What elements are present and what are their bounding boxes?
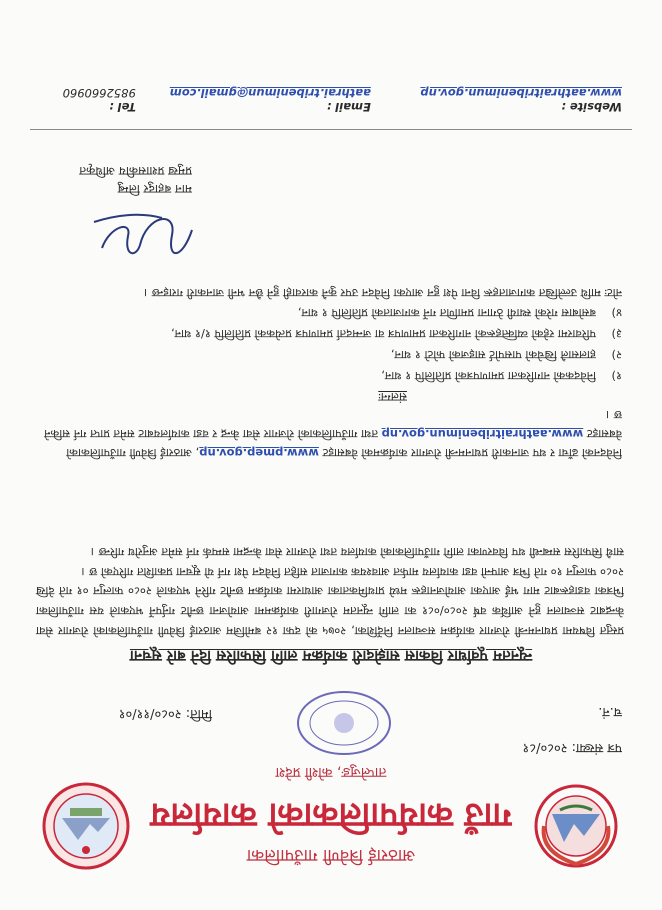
footer-website-link[interactable]: www.aathraitribenimun.gov.np <box>420 86 622 100</box>
item-text: बसोबास गरेको स्थायी ठेगाना प्रमाणित गर्ने कागजातको प्रतिलिपि १ थान, <box>297 306 596 320</box>
nepal-emblem-icon <box>530 780 622 872</box>
municipality-logo-icon <box>40 780 132 872</box>
footer <box>38 86 622 114</box>
letter-number-value: २०८०/८१ <box>522 740 568 755</box>
office-subtitle: आठराई त्रिवेणी गाउँपालिका <box>246 845 416 865</box>
list-item <box>38 323 622 344</box>
letter-number-label: पत्र संख्या: <box>571 740 622 755</box>
item-number: ४) <box>611 306 622 320</box>
website-prefix: निवेदनको ढाँचा र थप जानकारी प्रधानमन्त्री रोजगार कार्यक्रमको वेबसाइट <box>322 446 622 460</box>
footer-email <box>136 86 371 114</box>
municipality-website-link[interactable]: www.aathraitribenimun.gov.np <box>381 427 584 441</box>
office-address: ताप्लेजुङ, कोशी प्रदेश <box>275 764 387 780</box>
reference-label: च.नं. <box>598 704 622 719</box>
footer-tel-value: 9852660960 <box>62 86 136 100</box>
item-number: ३) <box>611 327 622 341</box>
date-line <box>119 706 212 724</box>
signer-name: मान बहादुर लिम्बु <box>117 182 192 196</box>
list-item <box>38 365 622 386</box>
footer-website-label: Website : <box>561 100 622 114</box>
letter-number <box>523 740 622 758</box>
item-text: निवेदकको नागरिकता प्रमाणपत्रको प्रतिलिपि १ थान, <box>381 369 596 383</box>
footer-divider <box>30 129 632 130</box>
website-suffix: तथा गाउँपालिकाको रोजगार सेवा केन्द्र र वडा कार्यालयबाट समेत प्राप्त गर्न सकिने छ । <box>44 408 622 441</box>
item-text: परिवारमा रहेको व्यक्तिहरूको नागरिकता प्रमाणपत्र वा जन्मदर्ता प्रमाणपत्र प्रत्येकको प्रतिलिपि १/१ थान, <box>170 327 596 341</box>
website-middle: , आठराई त्रिवेणी गाउँपालिकाको वेबसाइट <box>66 427 622 460</box>
footer-website <box>371 86 622 114</box>
notice-body <box>36 541 624 640</box>
office-stamp-icon <box>294 688 394 758</box>
reference-number <box>598 704 622 722</box>
footer-email-link[interactable]: aathrai.tribenimun@gmail.com <box>169 86 371 100</box>
website-info <box>38 405 622 462</box>
date-label: मिति: <box>185 706 212 721</box>
notice-title: न्यूनतम पूर्वाधार विकास साझेदारी कार्यक्रम लागि सिफारिस दिने बारे सूचना <box>129 647 533 665</box>
item-number: २) <box>611 348 622 362</box>
attachments-heading: संलग्नः <box>378 390 407 404</box>
footer-tel-label: Tel : <box>109 100 136 114</box>
pmep-website-link[interactable]: www.pmep.gov.np <box>199 446 319 460</box>
item-number: १) <box>611 369 622 383</box>
list-item <box>38 344 622 365</box>
notice-note: नोटः माथि उल्लेखित कागजातहरू विना पेश हुन आएका निवेदन उपर कुनै कारवाही हुने छैन भनी जानकारी गराइन्छ । <box>143 286 622 300</box>
footer-email-label: Email : <box>326 100 371 114</box>
attachments-list <box>38 302 622 386</box>
signature-icon <box>82 205 202 270</box>
signer-title: प्रमुख प्रशासकीय अधिकृत <box>79 164 192 178</box>
notice-paragraph: प्रस्तुत विषयमा प्रधानमन्त्री रोजगार कार्यक्रम सञ्चालन निर्देशिका, २०७५ को दफा १२ बमोजिम आठराई त्रिवेणी गाउँपालिकाको रोजगार सेवा केन्द्रबाट सञ्चालन हुने आर्थिक वर्ष २०८०/०८१ का लागि न्यूनतम रोजगारी कार्यक्रममा आयोजना छनौट गर्नुपर्ने भएकाले यस गाउँपालिका भित्रका वडाहरूबाट माग भई आएका आयोजनाहरू मध्ये प्राथमिकताका आधारमा कार्यक्रम छनौट गरिने भएकाले २०८० फाल्गुन ०१ गते देखि २०८० फाल्गुन १० गते भित्र आफ्नो वडा कार्यालय मार्फत आवश्यक कागजात सहित निवेदन पेश गर्न यो सूचना प्रकाशित गरिएको छ । <box>36 564 624 638</box>
office-title: गाउँ कार्यपालिकाको कार्यालय <box>150 795 512 835</box>
list-item <box>38 302 622 323</box>
footer-phone <box>38 86 136 114</box>
notice-paragraph: साथै सिफारिस सम्बन्धी थप विवरणका लागि गाउँपालिकाको कार्यालय तथा रोजगार सेवा केन्द्रमा सम्पर्क गर्न समेत अनुरोध गरिन्छ । <box>90 544 624 559</box>
item-text: हालसालै खिचेको पासपोर्ट साइजको फोटो १ थान, <box>390 348 596 362</box>
date-value: २०८०/११/०१ <box>118 706 182 721</box>
